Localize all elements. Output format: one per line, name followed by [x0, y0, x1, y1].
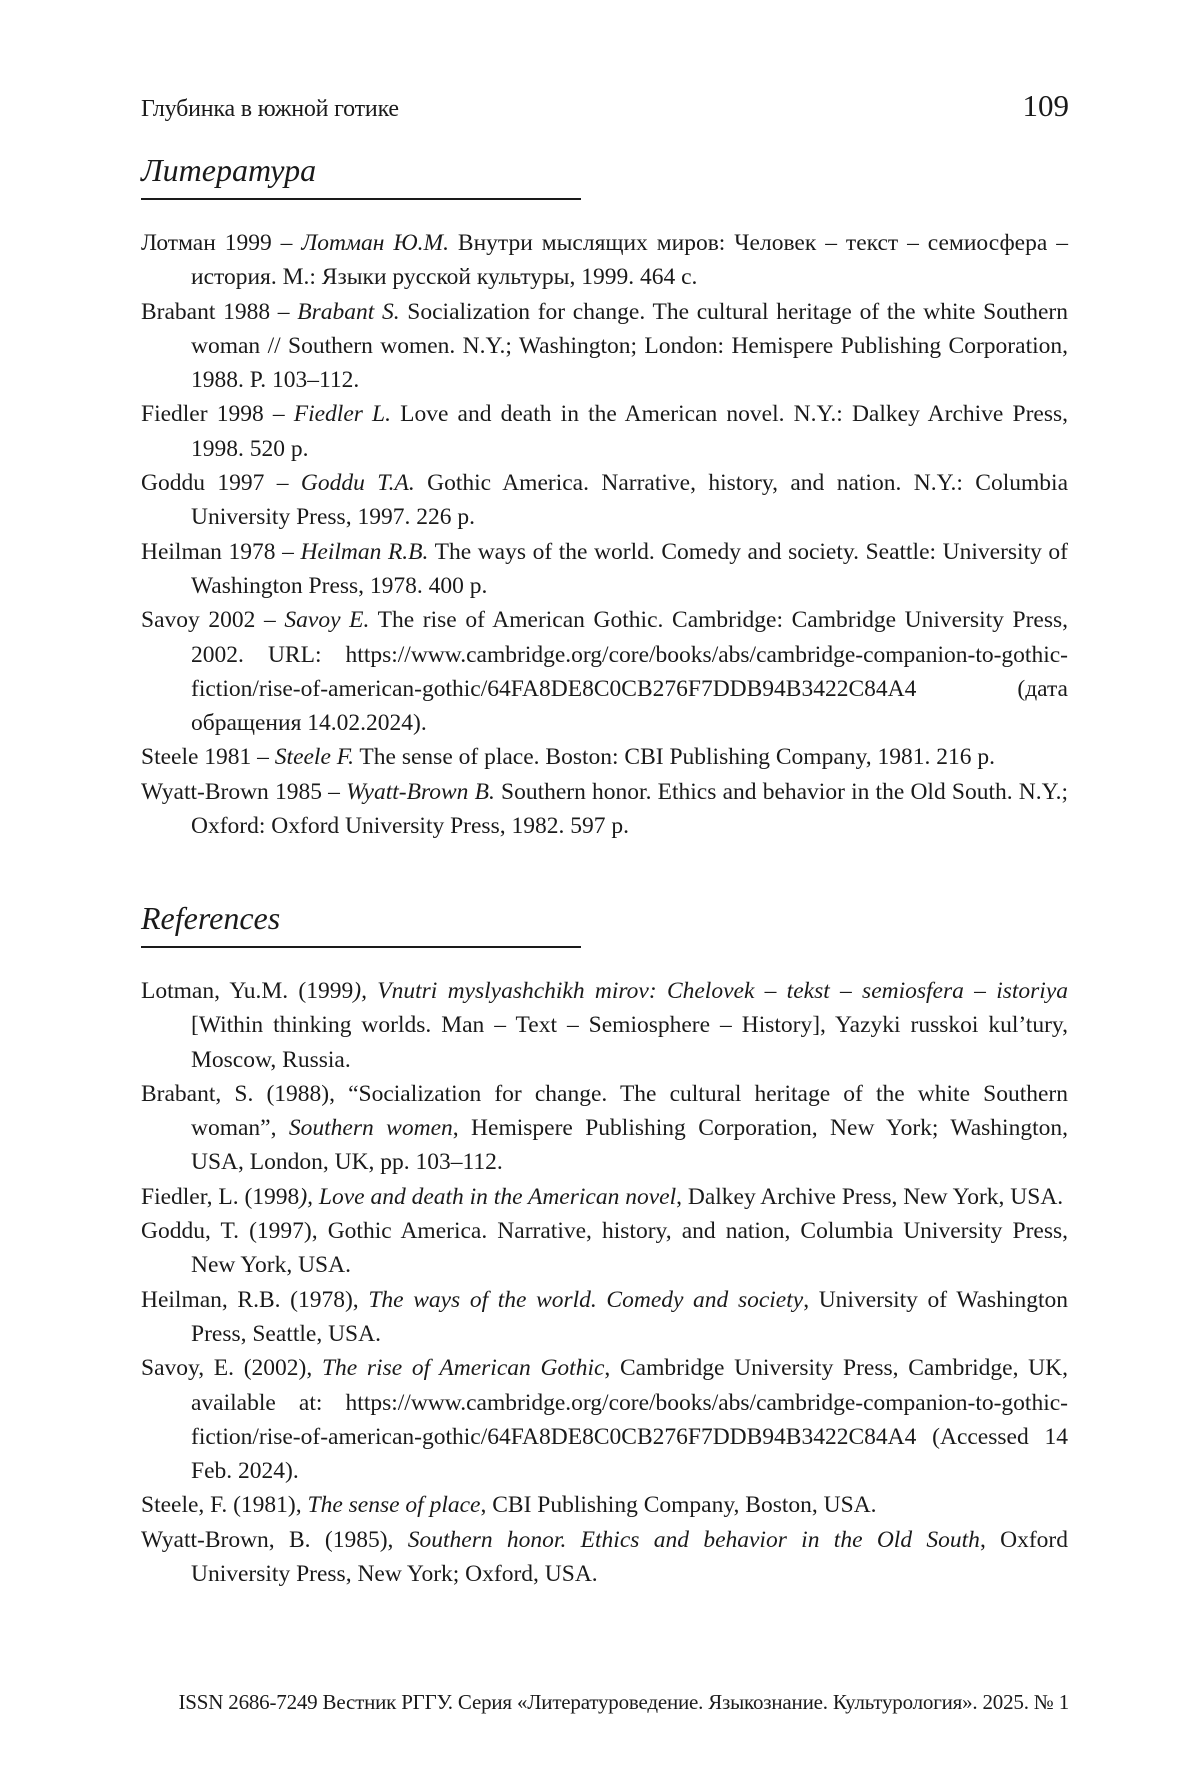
reference-entry: Savoy, E. (2002), The rise of American Gothic, Cambridge University Press, Cambridge, UK, available at: https://www.cambridge.org/core/books/abs/cambridge-companion-to-gothic-fiction/rise-of-american-gothic/64FA8DE8C0CB276F7DDB94B3422C84A4 (Accessed 14 Feb. 2024).: [141, 1355, 1069, 1485]
references-list: [141, 974, 1068, 1591]
literature-entry: Wyatt-Brown 1985 – Wyatt-Brown B. Southern honor. Ethics and behavior in the Old South. N.Y.; Oxford: Oxford University Press, 1982. 597 p.: [141, 778, 1068, 840]
reference-entry: Goddu, T. (1997), Gothic America. Narrative, history, and nation, Columbia University Press, New York, USA.: [141, 1218, 1068, 1279]
reference-entry: Brabant, S. (1988), “Socialization for change. The cultural heritage of the white Southern woman”, Southern women, Hemispere Publishing Corporation, New York; Washington, USA, London, UK, pp. 103–112.: [141, 1080, 1068, 1176]
page-header: [141, 88, 1069, 124]
literature-list: [141, 226, 1068, 843]
reference-entry: Heilman, R.B. (1978), The ways of the world. Comedy and society, University of Washington Press, Seattle, USA.: [141, 1286, 1068, 1347]
reference-entry: Lotman, Yu.M. (1999), Vnutri myslyashchikh mirov: Chelovek – tekst – semiosfera – istoriya [Within thinking worlds. Man – Text – Semiosphere – History], Yazyki russkoi kul’tury, Moscow, Russia.: [141, 978, 1069, 1073]
literature-entry: Savoy 2002 – Savoy E. The rise of American Gothic. Cambridge: Cambridge University Press, 2002. URL: https://www.cambridge.org/core/books/abs/cambridge-companion-to-gothic-fiction/rise-of-american-gothic/64FA8DE8C0CB276F7DDB94B3422C84A4 (дата обращения 14.02.2024).: [141, 607, 1069, 737]
running-title: Глубинка в южной готике: [141, 96, 399, 122]
literature-entry: Fiedler 1998 – Fiedler L. Love and death in the American novel. N.Y.: Dalkey Archive Press, 1998. 520 p.: [141, 401, 1068, 462]
literature-entry: Heilman 1978 – Heilman R.B. The ways of the world. Comedy and society. Seattle: University of Washington Press, 1978. 400 p.: [141, 538, 1069, 599]
references-heading: References: [141, 898, 581, 948]
literature-entry: Steele 1981 – Steele F. The sense of place. Boston: CBI Publishing Company, 1981. 216 p.: [141, 744, 995, 771]
reference-entry: Fiedler, L. (1998), Love and death in the American novel, Dalkey Archive Press, New York, USA.: [141, 1183, 1064, 1210]
literature-entry: Brabant 1988 – Brabant S. Socialization for change. The cultural heritage of the white Southern woman // Southern women. N.Y.; Washington; London: Hemispere Publishing Corporation, 1988. P. 103–112.: [141, 298, 1069, 394]
literature-entry: Goddu 1997 – Goddu T.A. Gothic America. Narrative, history, and nation. N.Y.: Columbia University Press, 1997. 226 p.: [141, 470, 1068, 531]
literature-entry: Лотман 1999 – Лотман Ю.М. Внутри мыслящих миров: Человек – текст – семиосфера – история. М.: Языки русской культуры, 1999. 464 с.: [141, 230, 1068, 291]
reference-entry: Steele, F. (1981), The sense of place, CBI Publishing Company, Boston, USA.: [141, 1492, 877, 1519]
page-footer: ISSN 2686-7249 Вестник РГГУ. Серия «Литературоведение. Языкознание. Культурология». 2025. № 1: [178, 1690, 1069, 1714]
page-number: 109: [1022, 88, 1069, 123]
reference-entry: Wyatt-Brown, B. (1985), Southern honor. Ethics and behavior in the Old South, Oxford University Press, New York; Oxford, USA.: [141, 1526, 1069, 1588]
literature-heading: Литература: [141, 150, 581, 200]
